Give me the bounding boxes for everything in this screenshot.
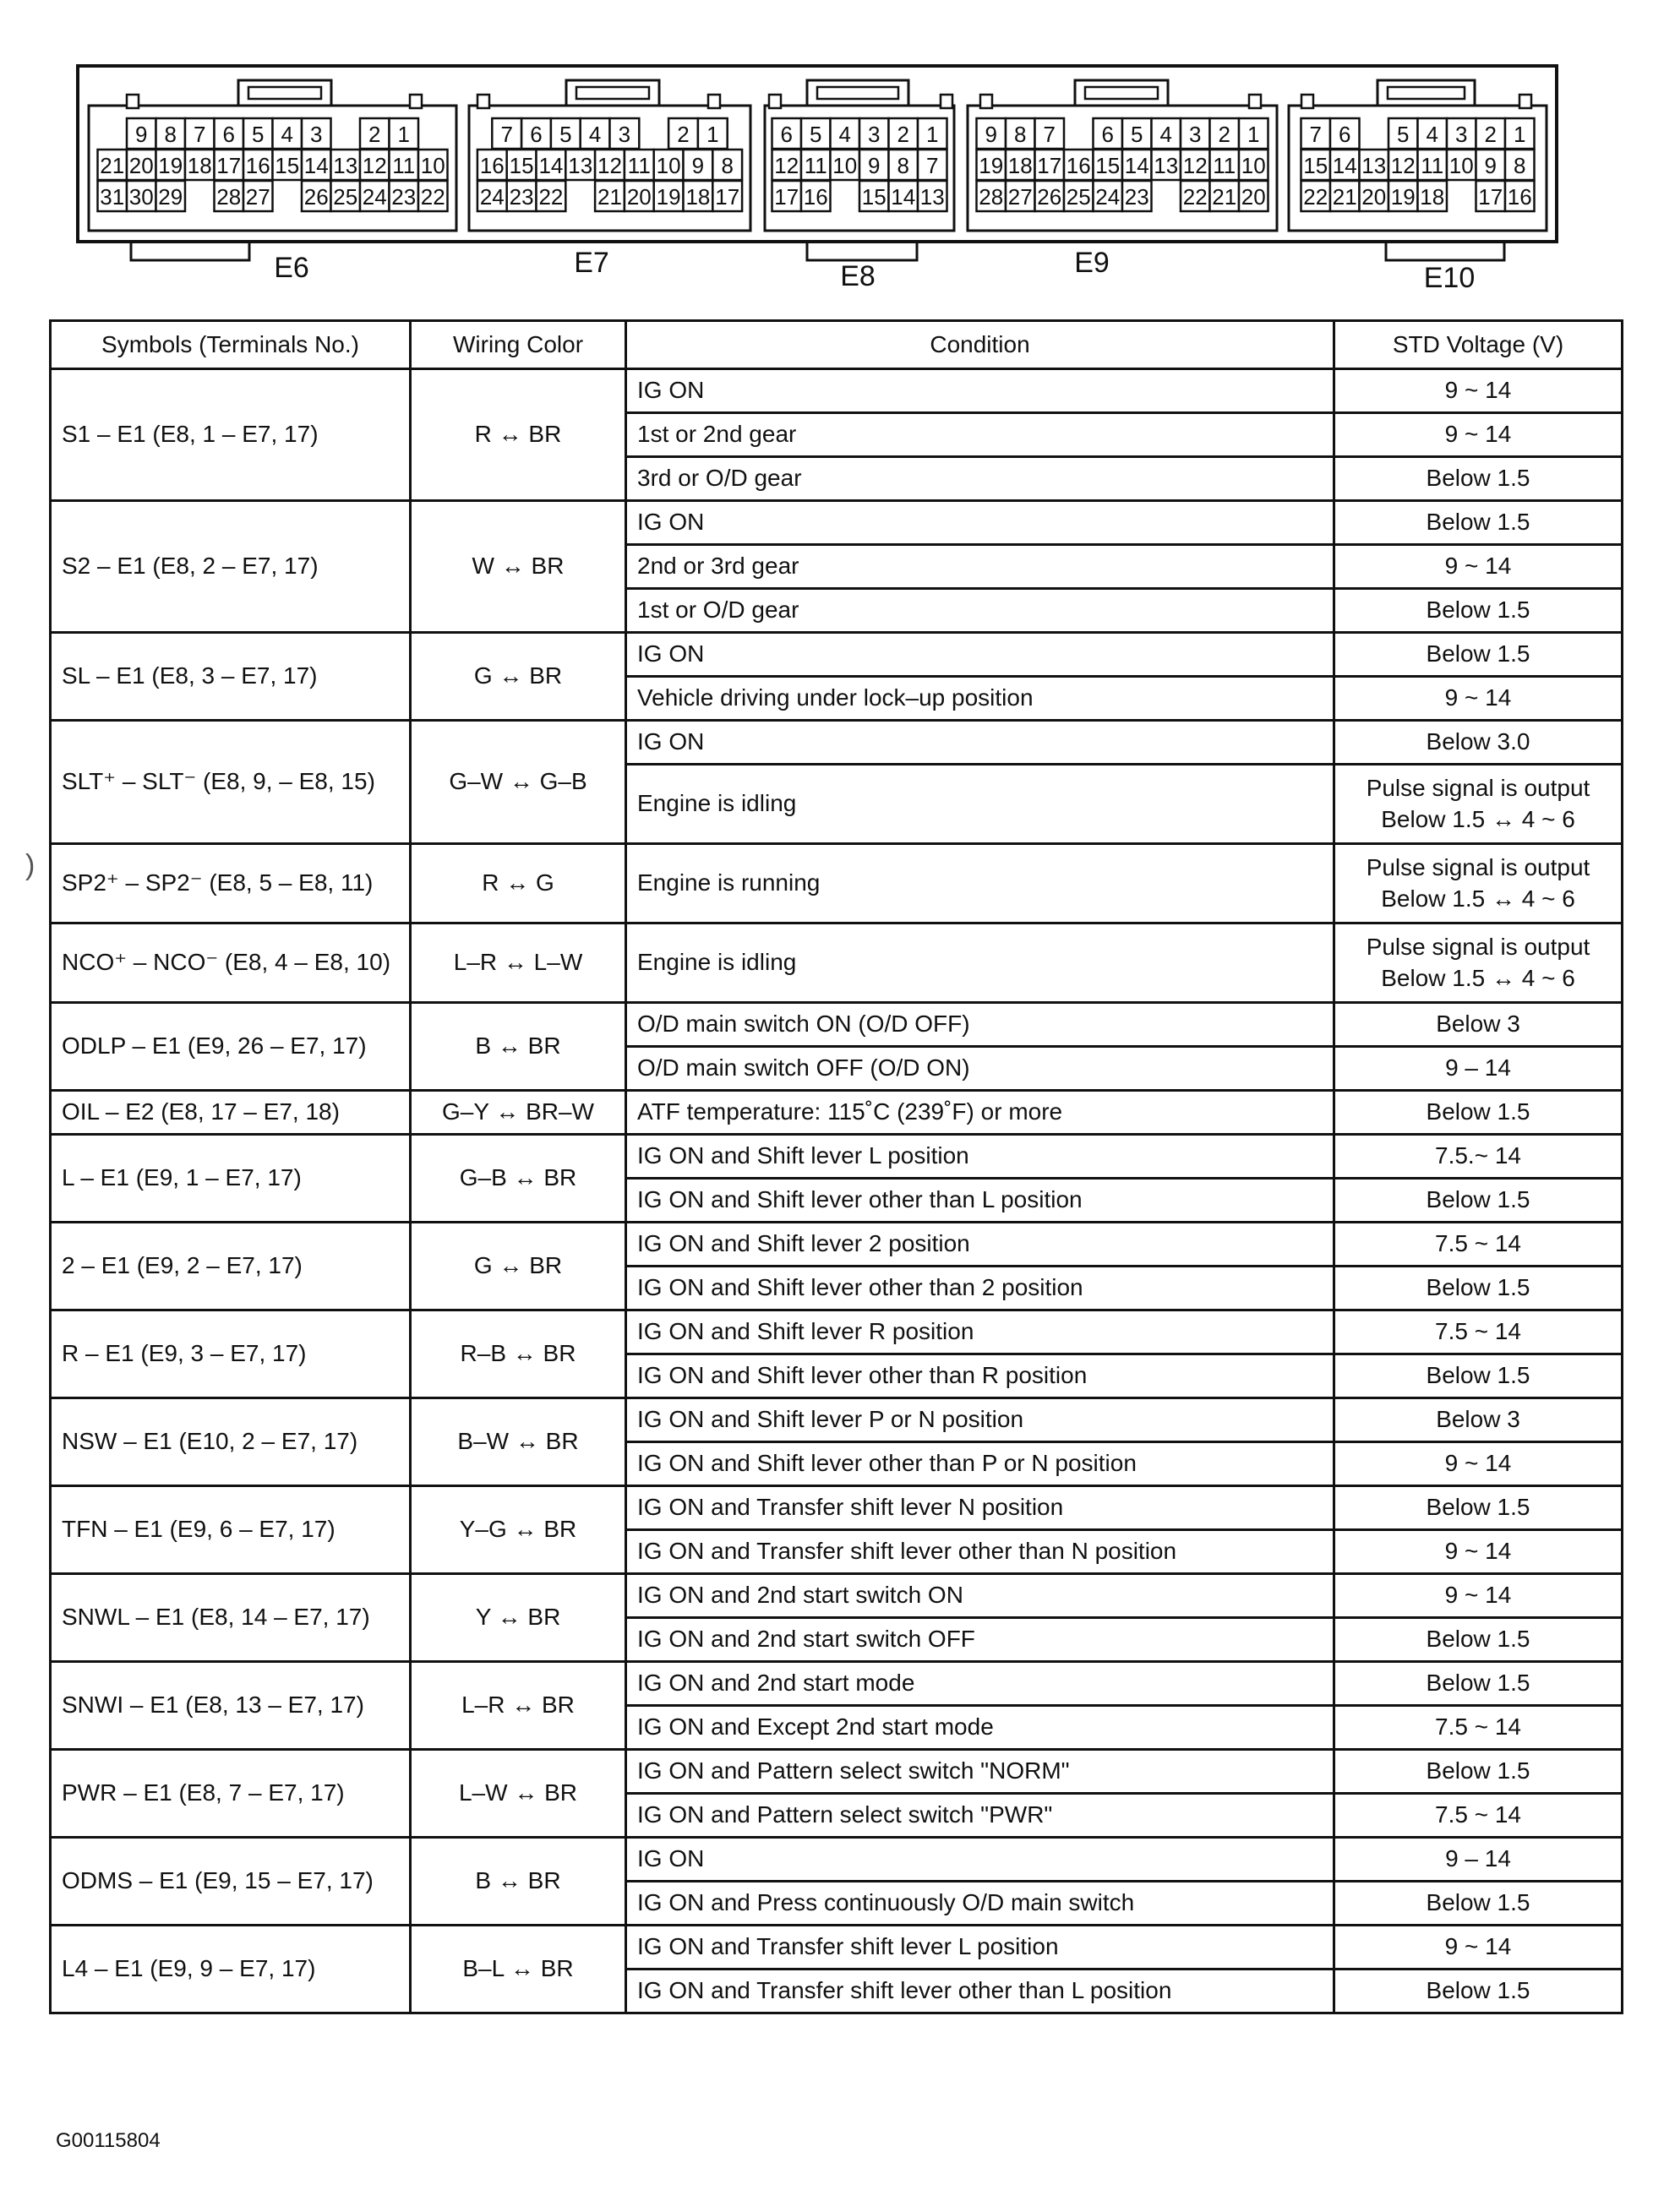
pin-number: 10 — [420, 153, 445, 178]
pin-number: 10 — [1448, 153, 1474, 178]
symbol-cell: L4 – E1 (E9, 9 – E7, 17) — [51, 1926, 411, 2013]
pin-number: 17 — [216, 153, 242, 178]
table-row — [51, 369, 1623, 413]
pin-number: 12 — [1182, 153, 1208, 178]
symbol-cell: TFN – E1 (E9, 6 – E7, 17) — [51, 1486, 411, 1574]
pin-number: 16 — [803, 184, 828, 210]
pin-number: 9 — [985, 122, 997, 147]
pin-number: 2 — [1218, 122, 1230, 147]
condition-cell: IG ON and Pattern select switch "PWR" — [626, 1794, 1334, 1838]
condition-cell: Engine is idling — [626, 923, 1334, 1003]
pin-number: 4 — [838, 122, 851, 147]
pin-number: 3 — [868, 122, 881, 147]
wiring-color-cell: G ↔ BR — [411, 1223, 626, 1310]
table-row — [51, 1091, 1623, 1135]
std-voltage-cell: 9 ~ 14 — [1334, 369, 1623, 413]
pin-number: 3 — [1455, 122, 1468, 147]
std-voltage-cell: Below 1.5 — [1334, 457, 1623, 501]
pin-number: 8 — [164, 122, 177, 147]
tab-mark — [477, 95, 489, 108]
std-voltage-cell: Below 1.5 — [1334, 501, 1623, 545]
pin-number: 1 — [1514, 122, 1526, 147]
pin-number: 11 — [627, 153, 651, 178]
pin-number: 13 — [568, 153, 593, 178]
pin-number: 31 — [100, 184, 125, 210]
std-voltage-cell — [1334, 765, 1623, 844]
pin-number: 25 — [333, 184, 358, 210]
wiring-color-cell: B–L ↔ BR — [411, 1926, 626, 2013]
symbol-cell: SLT⁺ – SLT⁻ (E8, 9, – E8, 15) — [51, 721, 411, 844]
voltage-line-2: Below 1.5 ↔ 4 ~ 6 — [1381, 805, 1575, 832]
pin-number: 6 — [1101, 122, 1114, 147]
pin-number: 27 — [1007, 184, 1033, 210]
condition-cell: IG ON and Transfer shift lever L position — [626, 1926, 1334, 1970]
table-row — [51, 1003, 1623, 1047]
condition-cell: IG ON and Shift lever P or N position — [626, 1398, 1334, 1442]
pin-number: 19 — [656, 184, 681, 210]
condition-cell: IG ON — [626, 633, 1334, 677]
connector-label: E8 — [840, 260, 876, 292]
pin-number: 15 — [1095, 153, 1121, 178]
pin-number: 9 — [868, 153, 881, 178]
symbol-cell: ODMS – E1 (E9, 15 – E7, 17) — [51, 1838, 411, 1926]
pin-number: 7 — [926, 153, 939, 178]
wiring-color-cell: B ↔ BR — [411, 1838, 626, 1926]
std-voltage-cell: 9 ~ 14 — [1334, 1574, 1623, 1618]
pin-number: 5 — [1397, 122, 1410, 147]
connector-foot — [807, 242, 917, 260]
connector-label: E10 — [1423, 262, 1476, 294]
pin-number: 20 — [128, 153, 154, 178]
wiring-color-cell: W ↔ BR — [411, 501, 626, 633]
pin-number: 28 — [216, 184, 242, 210]
pin-number: 4 — [1426, 122, 1438, 147]
std-voltage-cell — [1334, 923, 1623, 1003]
pin-number: 17 — [1037, 153, 1062, 178]
wiring-color-cell: L–W ↔ BR — [411, 1750, 626, 1838]
condition-cell: Engine is idling — [626, 765, 1334, 844]
tab-mark — [1301, 95, 1313, 108]
pin-number: 16 — [479, 153, 505, 178]
std-voltage-cell: 9 ~ 14 — [1334, 1442, 1623, 1486]
std-voltage-cell: 9 ~ 14 — [1334, 413, 1623, 457]
wiring-color-cell: B ↔ BR — [411, 1003, 626, 1091]
condition-cell: IG ON and Shift lever other than P or N position — [626, 1442, 1334, 1486]
pin-number: 22 — [420, 184, 445, 210]
pin-number: 7 — [1043, 122, 1056, 147]
pin-number: 21 — [100, 153, 125, 178]
symbol-cell: NCO⁺ – NCO⁻ (E8, 4 – E8, 10) — [51, 923, 411, 1003]
condition-cell: 1st or O/D gear — [626, 589, 1334, 633]
wiring-color-cell: R ↔ BR — [411, 369, 626, 501]
pin-number: 8 — [897, 153, 909, 178]
table-row — [51, 1662, 1623, 1706]
table-row — [51, 501, 1623, 545]
std-voltage-cell: Below 1.5 — [1334, 1882, 1623, 1926]
pin-number: 11 — [1213, 153, 1236, 178]
table-row — [51, 1398, 1623, 1442]
pin-number: 9 — [691, 153, 705, 178]
stray-mark: ) — [25, 849, 35, 881]
pin-number: 25 — [1066, 184, 1091, 210]
condition-cell: IG ON and Except 2nd start mode — [626, 1706, 1334, 1750]
table-row — [51, 1135, 1623, 1179]
symbol-cell: L – E1 (E9, 1 – E7, 17) — [51, 1135, 411, 1223]
condition-cell: 3rd or O/D gear — [626, 457, 1334, 501]
pin-number: 16 — [1507, 184, 1532, 210]
pin-number: 24 — [1095, 184, 1121, 210]
std-voltage-cell: 9 ~ 14 — [1334, 677, 1623, 721]
pin-number: 2 — [368, 122, 381, 147]
std-voltage-cell: Below 3 — [1334, 1398, 1623, 1442]
pin-number: 23 — [1124, 184, 1149, 210]
std-voltage-cell: Below 1.5 — [1334, 589, 1623, 633]
connector-diagram — [0, 0, 1653, 313]
pin-number: 4 — [588, 122, 602, 147]
pin-number: 11 — [1421, 153, 1444, 178]
table-row — [51, 1486, 1623, 1530]
condition-cell: IG ON — [626, 369, 1334, 413]
std-voltage-cell: Below 1.5 — [1334, 1970, 1623, 2013]
symbol-cell: 2 – E1 (E9, 2 – E7, 17) — [51, 1223, 411, 1310]
connector-label: E6 — [274, 252, 309, 284]
figure-id: G00115804 — [56, 2129, 161, 2152]
table-row — [51, 1750, 1623, 1794]
condition-cell: IG ON and Transfer shift lever other than N position — [626, 1530, 1334, 1574]
std-voltage-cell: Below 3.0 — [1334, 721, 1623, 765]
latch — [566, 80, 659, 106]
table-row — [51, 1926, 1623, 1970]
condition-cell: IG ON and Press continuously O/D main switch — [626, 1882, 1334, 1926]
symbol-cell: OIL – E2 (E8, 17 – E7, 18) — [51, 1091, 411, 1135]
pin-number: 22 — [1303, 184, 1328, 210]
table-row — [51, 844, 1623, 923]
condition-cell: ATF temperature: 115˚C (239˚F) or more — [626, 1091, 1334, 1135]
std-voltage-cell: 9 – 14 — [1334, 1838, 1623, 1882]
connector-foot — [1386, 242, 1504, 260]
pin-number: 15 — [509, 153, 534, 178]
pin-number: 5 — [810, 122, 822, 147]
pin-number: 13 — [1154, 153, 1179, 178]
pin-number: 14 — [303, 153, 329, 178]
voltage-line-2: Below 1.5 ↔ 4 ~ 6 — [1381, 885, 1575, 912]
pin-number: 1 — [706, 122, 719, 147]
pin-number: 14 — [1124, 153, 1149, 178]
pin-number: 18 — [1007, 153, 1033, 178]
condition-cell: IG ON and Shift lever R position — [626, 1310, 1334, 1354]
pin-number: 26 — [1037, 184, 1062, 210]
pin-number: 9 — [135, 122, 148, 147]
header-condition: Condition — [626, 321, 1334, 369]
pin-number: 10 — [656, 153, 681, 178]
pin-number: 8 — [721, 153, 734, 178]
pin-number: 5 — [1131, 122, 1143, 147]
wiring-color-cell: Y–G ↔ BR — [411, 1486, 626, 1574]
symbol-cell: ODLP – E1 (E9, 26 – E7, 17) — [51, 1003, 411, 1091]
table-header-row — [51, 321, 1623, 369]
std-voltage-cell: 7.5.~ 14 — [1334, 1135, 1623, 1179]
connector-label: E7 — [574, 247, 609, 279]
pin-number: 18 — [1420, 184, 1445, 210]
wiring-color-cell: G–W ↔ G–B — [411, 721, 626, 844]
pin-number: 12 — [597, 153, 622, 178]
pin-number: 15 — [1303, 153, 1328, 178]
pin-number: 13 — [1361, 153, 1387, 178]
condition-cell: Engine is running — [626, 844, 1334, 923]
table-row — [51, 721, 1623, 765]
condition-cell: 1st or 2nd gear — [626, 413, 1334, 457]
symbol-cell: SNWI – E1 (E8, 13 – E7, 17) — [51, 1662, 411, 1750]
latch — [1075, 80, 1168, 106]
pin-number: 9 — [1484, 153, 1497, 178]
pin-number: 1 — [1247, 122, 1260, 147]
wiring-color-cell: Y ↔ BR — [411, 1574, 626, 1662]
pin-number: 1 — [397, 122, 410, 147]
pin-number: 20 — [1241, 184, 1266, 210]
voltage-line-1: Pulse signal is output — [1366, 775, 1590, 802]
connector-foot — [131, 242, 249, 260]
tab-mark — [769, 95, 781, 108]
pin-number: 12 — [362, 153, 387, 178]
wiring-color-cell: G ↔ BR — [411, 633, 626, 721]
pin-number: 4 — [1159, 122, 1172, 147]
pin-number: 3 — [618, 122, 631, 147]
pin-number: 21 — [597, 184, 622, 210]
pin-number: 1 — [926, 122, 939, 147]
condition-cell: IG ON — [626, 721, 1334, 765]
table-row — [51, 633, 1623, 677]
pin-number: 16 — [245, 153, 270, 178]
condition-cell: IG ON and 2nd start mode — [626, 1662, 1334, 1706]
voltage-line-1: Pulse signal is output — [1366, 854, 1590, 881]
tab-mark — [980, 95, 992, 108]
condition-cell: IG ON and Shift lever other than 2 position — [626, 1267, 1334, 1310]
pin-number: 11 — [804, 153, 827, 178]
pin-number: 7 — [194, 122, 206, 147]
condition-cell: IG ON and Transfer shift lever N position — [626, 1486, 1334, 1530]
pin-number: 28 — [979, 184, 1004, 210]
pin-number: 12 — [774, 153, 799, 178]
pin-number: 6 — [1339, 122, 1351, 147]
condition-cell: IG ON and Shift lever 2 position — [626, 1223, 1334, 1267]
pin-number: 17 — [1478, 184, 1503, 210]
symbol-cell: S2 – E1 (E8, 2 – E7, 17) — [51, 501, 411, 633]
pin-number: 26 — [303, 184, 329, 210]
symbol-cell: PWR – E1 (E8, 7 – E7, 17) — [51, 1750, 411, 1838]
tab-mark — [127, 95, 139, 108]
wiring-color-cell: L–R ↔ BR — [411, 1662, 626, 1750]
condition-cell: IG ON and Pattern select switch "NORM" — [626, 1750, 1334, 1794]
std-voltage-cell: Below 1.5 — [1334, 1486, 1623, 1530]
pin-number: 7 — [1309, 122, 1322, 147]
wiring-color-cell: R–B ↔ BR — [411, 1310, 626, 1398]
pin-number: 7 — [500, 122, 513, 147]
wiring-color-cell: G–B ↔ BR — [411, 1135, 626, 1223]
std-voltage-cell: Below 1.5 — [1334, 1354, 1623, 1398]
pin-number: 22 — [538, 184, 564, 210]
symbol-cell: S1 – E1 (E8, 1 – E7, 17) — [51, 369, 411, 501]
std-voltage-cell: Below 1.5 — [1334, 633, 1623, 677]
pin-number: 21 — [1212, 184, 1237, 210]
pin-number: 10 — [832, 153, 858, 178]
pin-number: 13 — [333, 153, 358, 178]
tab-mark — [1519, 95, 1531, 108]
std-voltage-cell: 7.5 ~ 14 — [1334, 1794, 1623, 1838]
pin-number: 29 — [158, 184, 183, 210]
pin-number: 30 — [128, 184, 154, 210]
pin-number: 17 — [774, 184, 799, 210]
std-voltage-cell: 7.5 ~ 14 — [1334, 1223, 1623, 1267]
pin-number: 13 — [919, 184, 945, 210]
symbol-cell: SP2⁺ – SP2⁻ (E8, 5 – E8, 11) — [51, 844, 411, 923]
table-row — [51, 923, 1623, 1003]
condition-cell: IG ON and 2nd start switch OFF — [626, 1618, 1334, 1662]
pin-number: 4 — [281, 122, 293, 147]
pin-number: 12 — [1390, 153, 1416, 178]
pin-number: 22 — [1182, 184, 1208, 210]
symbol-cell: SL – E1 (E8, 3 – E7, 17) — [51, 633, 411, 721]
pin-number: 20 — [1361, 184, 1387, 210]
pin-number: 20 — [626, 184, 652, 210]
std-voltage-cell: 9 – 14 — [1334, 1047, 1623, 1091]
voltage-spec-table — [49, 319, 1623, 2014]
pin-number: 21 — [1332, 184, 1357, 210]
wiring-color-cell: B–W ↔ BR — [411, 1398, 626, 1486]
tab-mark — [410, 95, 422, 108]
table-row — [51, 1223, 1623, 1267]
std-voltage-cell: Below 1.5 — [1334, 1662, 1623, 1706]
std-voltage-cell: 9 ~ 14 — [1334, 1926, 1623, 1970]
condition-cell: O/D main switch ON (O/D OFF) — [626, 1003, 1334, 1047]
pin-number: 5 — [559, 122, 572, 147]
pin-number: 27 — [245, 184, 270, 210]
pin-number: 3 — [1189, 122, 1202, 147]
std-voltage-cell: Below 1.5 — [1334, 1750, 1623, 1794]
latch — [1378, 80, 1475, 106]
latch — [807, 80, 908, 106]
condition-cell: 2nd or 3rd gear — [626, 545, 1334, 589]
pin-number: 6 — [780, 122, 793, 147]
wiring-color-cell: L–R ↔ L–W — [411, 923, 626, 1003]
std-voltage-cell: Below 1.5 — [1334, 1091, 1623, 1135]
pin-number: 17 — [715, 184, 740, 210]
header-wiring-color: Wiring Color — [411, 321, 626, 369]
table-row — [51, 1838, 1623, 1882]
std-voltage-cell: 7.5 ~ 14 — [1334, 1706, 1623, 1750]
pin-number: 24 — [362, 184, 387, 210]
pin-number: 14 — [891, 184, 916, 210]
pin-number: 3 — [310, 122, 323, 147]
std-voltage-cell: Below 1.5 — [1334, 1267, 1623, 1310]
pin-number: 11 — [392, 153, 416, 178]
pin-number: 2 — [897, 122, 909, 147]
wiring-color-cell: R ↔ G — [411, 844, 626, 923]
pin-number: 5 — [252, 122, 265, 147]
table-row — [51, 1574, 1623, 1618]
pin-number: 14 — [1332, 153, 1357, 178]
std-voltage-cell — [1334, 844, 1623, 923]
pin-number: 2 — [677, 122, 690, 147]
latch — [238, 80, 331, 106]
symbol-cell: NSW – E1 (E10, 2 – E7, 17) — [51, 1398, 411, 1486]
pin-number: 23 — [509, 184, 534, 210]
condition-cell: IG ON and 2nd start switch ON — [626, 1574, 1334, 1618]
pin-number: 16 — [1066, 153, 1091, 178]
pin-number: 6 — [222, 122, 235, 147]
wiring-color-cell: G–Y ↔ BR–W — [411, 1091, 626, 1135]
connector-label: E9 — [1074, 247, 1110, 279]
tab-mark — [941, 95, 952, 108]
std-voltage-cell: 7.5 ~ 14 — [1334, 1310, 1623, 1354]
pin-number: 8 — [1514, 153, 1526, 178]
pin-number: 15 — [275, 153, 300, 178]
voltage-line-2: Below 1.5 ↔ 4 ~ 6 — [1381, 964, 1575, 991]
voltage-line-1: Pulse signal is output — [1366, 934, 1590, 961]
pin-number: 8 — [1014, 122, 1027, 147]
condition-cell: IG ON — [626, 1838, 1334, 1882]
tab-mark — [708, 95, 720, 108]
condition-cell: IG ON and Shift lever other than R position — [626, 1354, 1334, 1398]
std-voltage-cell: Below 1.5 — [1334, 1618, 1623, 1662]
pin-number: 19 — [979, 153, 1004, 178]
condition-cell: IG ON — [626, 501, 1334, 545]
std-voltage-cell: 9 ~ 14 — [1334, 1530, 1623, 1574]
pin-number: 23 — [391, 184, 417, 210]
condition-cell: IG ON and Shift lever L position — [626, 1135, 1334, 1179]
pin-number: 15 — [861, 184, 887, 210]
header-std-voltage: STD Voltage (V) — [1334, 321, 1623, 369]
symbol-cell: SNWL – E1 (E8, 14 – E7, 17) — [51, 1574, 411, 1662]
pin-number: 19 — [158, 153, 183, 178]
condition-cell: Vehicle driving under lock–up position — [626, 677, 1334, 721]
condition-cell: IG ON and Shift lever other than L position — [626, 1179, 1334, 1223]
pin-number: 18 — [685, 184, 711, 210]
symbol-cell: R – E1 (E9, 3 – E7, 17) — [51, 1310, 411, 1398]
condition-cell: IG ON and Transfer shift lever other than L position — [626, 1970, 1334, 2013]
pin-number: 10 — [1241, 153, 1266, 178]
pin-number: 24 — [479, 184, 505, 210]
std-voltage-cell: Below 3 — [1334, 1003, 1623, 1047]
pin-number: 6 — [530, 122, 543, 147]
std-voltage-cell: 9 ~ 14 — [1334, 545, 1623, 589]
condition-cell: O/D main switch OFF (O/D ON) — [626, 1047, 1334, 1091]
header-symbols: Symbols (Terminals No.) — [51, 321, 411, 369]
pin-number: 18 — [187, 153, 212, 178]
pin-number: 19 — [1390, 184, 1416, 210]
pin-number: 14 — [538, 153, 564, 178]
std-voltage-cell: Below 1.5 — [1334, 1179, 1623, 1223]
tab-mark — [1249, 95, 1261, 108]
table-row — [51, 1310, 1623, 1354]
pin-number: 2 — [1484, 122, 1497, 147]
